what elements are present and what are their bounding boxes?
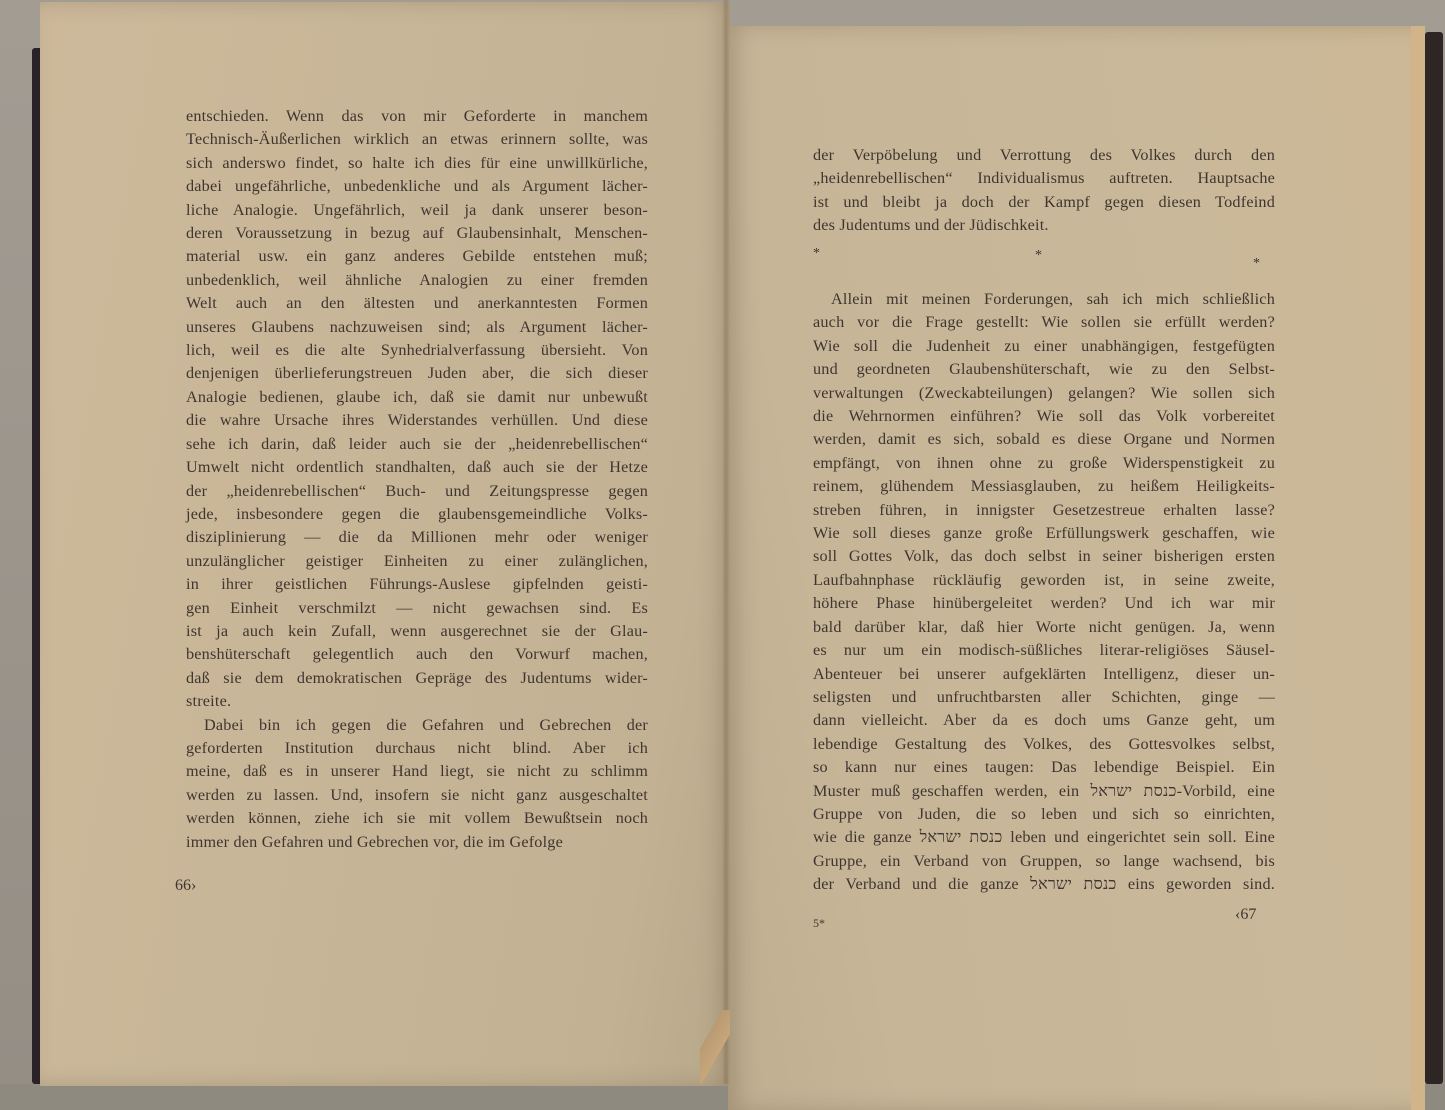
- text-line: liche Analogie. Ungefährlich, weil ja dank unserer beson-: [186, 200, 648, 219]
- text-line: sich anderswo findet, so halte ich dies für eine unwillkürliche,: [186, 153, 648, 172]
- text-line: bald darüber klar, daß hier Worte nicht genügen. Ja, wenn: [813, 617, 1275, 636]
- text-line: Analogie bedienen, glaube ich, daß sie damit nur unbewußt: [186, 387, 648, 406]
- text-line: deren Voraussetzung in bezug auf Glaubensinhalt, Menschen-: [186, 224, 648, 243]
- text-line: des Judentums und der Jüdischkeit.: [813, 216, 1049, 235]
- text-line: der Verpöbelung und Verrottung des Volkes durch den: [813, 146, 1275, 164]
- text-line: verwaltungen (Zweckabteilungen) gelangen? Wie sollen sich: [813, 383, 1275, 402]
- section-break: [813, 246, 1263, 271]
- text-line: disziplinierung — die da Millionen mehr oder weniger: [186, 528, 648, 547]
- text-line: „heidenrebellischen“ Individualismus auftreten. Hauptsache: [813, 169, 1275, 188]
- text-line: unbedenklich, weil ähnliche Analogien zu einer fremden: [186, 270, 648, 289]
- section-break-star: *: [1253, 256, 1260, 271]
- text-line: ist und bleibt ja doch der Kampf gegen diesen Todfeind: [813, 192, 1275, 211]
- text-line: werden zu lassen. Und, insofern sie nicht ganz ausgeschaltet: [186, 785, 648, 804]
- book-cover-right-edge: [1425, 32, 1443, 1084]
- text-line: es nur um ein modisch-süßliches literar-religiöses Säusel-: [813, 641, 1275, 660]
- text-line: geforderten Institution durchaus nicht blind. Aber ich: [186, 738, 648, 757]
- text-line: Wie soll die Judenheit zu einer unabhängigen, festgefügten: [813, 336, 1275, 355]
- text-line: und geordneten Glaubenshüterschaft, wie zu den Selbst-: [813, 360, 1275, 379]
- right-page-paragraph-1: [813, 144, 1275, 238]
- page-number-left: 66›: [175, 877, 197, 894]
- text-line: immer den Gefahren und Gebrechen vor, die im Gefolge: [186, 832, 563, 851]
- text-line: der „heidenrebellischen“ Buch- und Zeitungspresse gegen: [186, 481, 648, 500]
- text-line: Gruppe, ein Verband von Gruppen, so lange wachsend, bis: [813, 851, 1275, 870]
- text-line: dabei ungefährliche, unbedenkliche und als Argument lächer-: [186, 177, 648, 196]
- text-line: streben führen, in innigster Gesetzestreue erhalten lasse?: [813, 500, 1275, 519]
- text-line: lebendige Gestaltung des Volkes, des Gottesvolkes selbst,: [813, 734, 1275, 753]
- text-line: soll Gottes Volk, das doch selbst in seiner bisherigen ersten: [813, 547, 1275, 566]
- text-line: die Wehrnormen einführen? Wie soll das Volk vorbereitet: [813, 407, 1275, 426]
- text-line: Allein mit meinen Forderungen, sah ich mich schließlich: [831, 290, 1275, 308]
- text-line: Abenteuer bei unserer aufgeklärten Intelligenz, dieser un-: [813, 664, 1275, 683]
- text-line: sehe ich darin, daß leider auch sie der „heidenrebellischen“: [186, 434, 648, 453]
- text-line: Umwelt nicht ordentlich standhalten, daß auch sie der Hetze: [186, 458, 648, 477]
- text-line: die wahre Ursache ihres Widerstandes verhüllen. Und diese: [186, 411, 648, 430]
- left-page: [40, 2, 730, 1086]
- page-number-right: ‹67: [1235, 906, 1257, 923]
- text-line: unzulänglicher geistiger Einheiten zu einer zulänglichen,: [186, 551, 648, 570]
- text-line: ist ja auch kein Zufall, wenn ausgerechnet sie der Glau-: [186, 621, 648, 640]
- text-line: Laufbahnphase rückläufig geworden ist, in seine zweite,: [813, 570, 1275, 589]
- text-line: streite.: [186, 692, 232, 711]
- text-line: Dabei bin ich gegen die Gefahren und Gebrechen der: [204, 715, 648, 734]
- text-line: in ihrer geistlichen Führungs-Auslese gipfelnden geisti-: [186, 575, 648, 594]
- text-line: daß sie dem demokratischen Gepräge des Judentums wider-: [186, 668, 648, 687]
- page-edge: [1411, 26, 1425, 1110]
- text-line: Muster muß geschaffen werden, ein כנסת ישראל-Vorbild, eine: [813, 781, 1276, 800]
- text-line: Technisch-Äußerlichen wirklich an etwas erinnern sollte, was: [186, 130, 648, 149]
- text-line: jede, insbesondere gegen die glaubensgemeindliche Volks-: [186, 504, 648, 523]
- text-line: werden können, ziehe ich sie mit vollem Bewußtsein noch: [186, 809, 648, 828]
- right-page: [728, 26, 1425, 1110]
- text-line: denjenigen überlieferungstreuen Juden aber, die sich dieser: [186, 364, 648, 383]
- text-line: auch vor die Frage gestellt: Wie sollen sie erfüllt werden?: [813, 313, 1275, 332]
- text-line: seligsten und unfruchtbarsten aller Schichten, ginge —: [813, 687, 1275, 706]
- left-page-text: [186, 105, 648, 854]
- text-line: unseres Glaubens nachzuweisen sind; als Argument lächer-: [186, 317, 648, 336]
- text-line: lich, weil es die alte Synhedrialverfassung übersieht. Von: [186, 341, 648, 360]
- right-page-paragraph-2: [813, 288, 1275, 897]
- text-line: gen Einheit verschmilzt — nicht gewachsen sind. Es: [186, 598, 648, 617]
- text-line: empfängt, von ihnen ohne zu große Widerspenstigkeit zu: [813, 453, 1275, 472]
- section-break-star: *: [1035, 248, 1042, 263]
- text-line: Gruppe von Juden, die so leben und sich so einrichten,: [813, 804, 1275, 823]
- text-line: entschieden. Wenn das von mir Geforderte in manchem: [186, 107, 648, 125]
- text-line: so kann nur eines taugen: Das lebendige Beispiel. Ein: [813, 758, 1275, 777]
- section-break-star: *: [813, 246, 820, 261]
- signature-mark: 5*: [813, 916, 825, 930]
- text-line: meine, daß es in unserer Hand liegt, sie nicht zu schlimm: [186, 762, 648, 781]
- text-line: Wie soll dieses ganze große Erfüllungswerk geschaffen, wie: [813, 524, 1275, 543]
- text-line: werden, damit es sich, sobald es diese Organe und Normen: [813, 430, 1275, 449]
- text-line: höhere Phase hinübergeleitet werden? Und ich war mir: [813, 594, 1275, 613]
- text-line: wie die ganze כנסת ישראל leben und eingerichtet sein soll. Eine: [813, 828, 1275, 847]
- page-tear: [700, 1010, 730, 1084]
- text-line: reinem, glühendem Messiasglauben, zu heißem Heiligkeits-: [813, 477, 1275, 496]
- text-line: Welt auch an den ältesten und anerkanntesten Formen: [186, 294, 648, 313]
- text-line: der Verband und die ganze כנסת ישראל eins geworden sind.: [813, 875, 1275, 894]
- text-line: dann vielleicht. Aber da es doch ums Ganze geht, um: [813, 711, 1275, 730]
- text-line: benshüterschaft gelegentlich auch den Vorwurf machen,: [186, 645, 648, 664]
- book-gutter: [722, 0, 730, 1084]
- text-line: material usw. ein ganz anderes Gebilde entstehen muß;: [186, 247, 648, 266]
